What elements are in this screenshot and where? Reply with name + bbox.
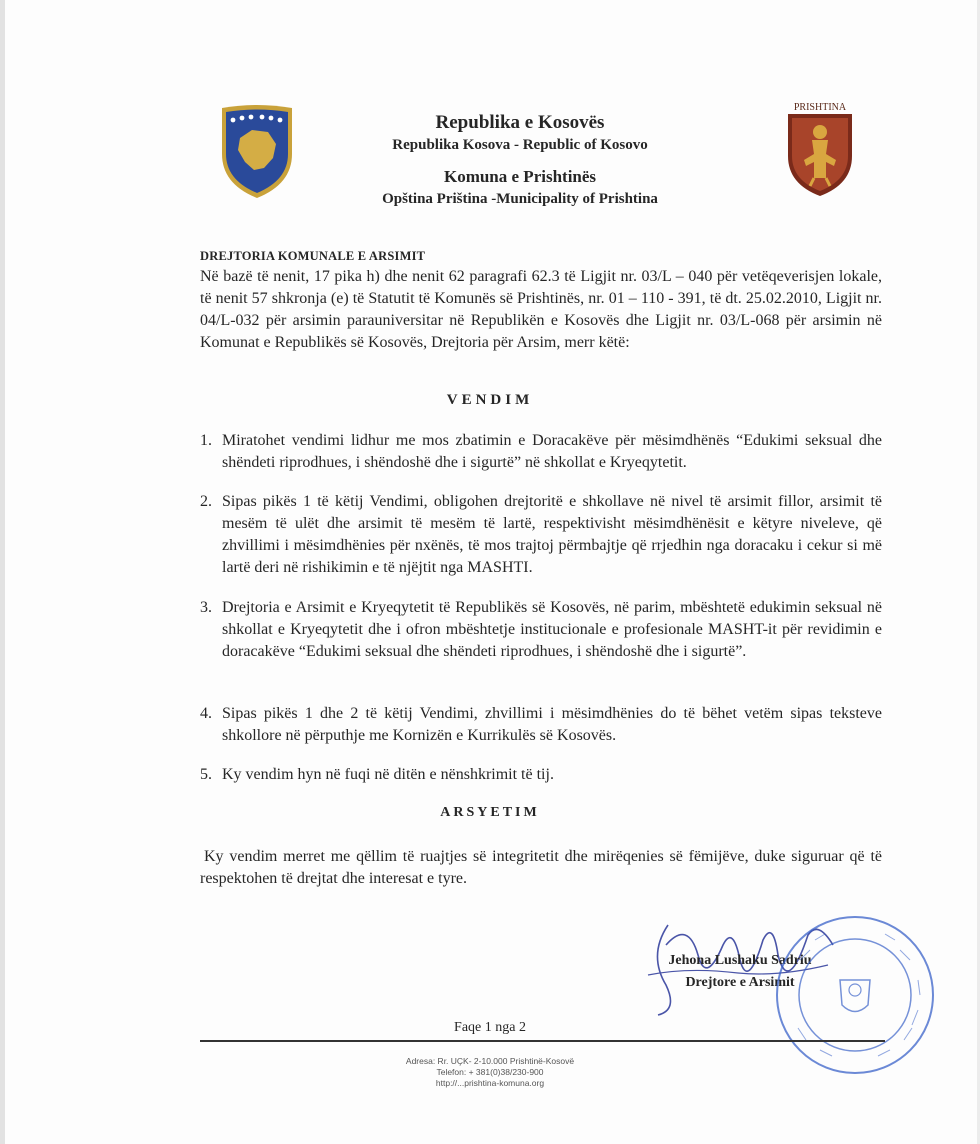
header-text bbox=[360, 112, 680, 210]
footer-website: http://...prishtina-komuna.org bbox=[435, 1078, 545, 1088]
kosovo-coat-of-arms-icon bbox=[218, 102, 296, 200]
item-text: Sipas pikës 1 të këtij Vendimi, obligohen drejtoritë e shkollave në nivel të arsimit fillor, arsimit të mesëm të ulët dhe arsimit të mesëm të lartë, respektivisht mësimdhënësit e këtyre niveleve, që zhvillimi i mësimdhënies për nxënës, të mos trajtoj përmbajtje që rrjedhin nga doracaku i cekur si më lartë deri në rishikimin e të njëjtit nga MASHTI. bbox=[222, 493, 882, 576]
header-republic-translations: Republika Kosova - Republic of Kosovo bbox=[392, 137, 648, 153]
prishtina-label: PRISHTINA bbox=[793, 102, 847, 113]
item-number: 2. bbox=[200, 493, 212, 510]
intro-paragraph: Në bazë të nenit, 17 pika h) dhe nenit 62 paragrafi 62.3 të Ligjit nr. 03/L – 040 për vetëqeverisjen lokale, të nenit 57 shkronja (e) të Statutit të Komunës së Prishtinës, nr. 01 – 110 - 391, të dt. 25.02.2010, Ligjit nr. 04/L-032 për arsimin parauniversitar në Republikën e Kosovës dhe Ligjit nr. 03/L-068 për arsimin në Komunat e Republikës së Kosovës, Drejtoria për Arsim, merr këtë: bbox=[200, 268, 882, 351]
footer-address: Adresa: Rr. UÇK- 2-10.000 Prishtinë-Kosovë bbox=[405, 1056, 575, 1066]
item-text: Miratohet vendimi lidhur me mos zbatimin e Doracakëve për mësimdhënës “Edukimi seksual dhe shëndeti riprodhues, i shëndoshë dhe i sigurtë” në shkollat e Kryeqytetit. bbox=[222, 432, 882, 471]
signatory-name: Jehona Lushaku Sadriu bbox=[668, 953, 812, 968]
header-municipality-translations: Opština Priština -Municipality of Prishtina bbox=[382, 191, 658, 207]
department-heading: DREJTORIA KOMUNALE E ARSIMIT bbox=[200, 249, 426, 263]
footer-contact bbox=[0, 1056, 980, 1089]
scan-edge-left bbox=[0, 0, 5, 1144]
item-number: 4. bbox=[200, 705, 212, 722]
header-republic: Republika e Kosovës bbox=[435, 112, 605, 133]
footer-divider bbox=[200, 1040, 885, 1042]
arsyetim-heading: ARSYETIM bbox=[440, 805, 540, 820]
decision-item-3 bbox=[200, 597, 882, 663]
item-text: Ky vendim hyn në fuqi në ditën e nënshkrimit të tij. bbox=[222, 766, 554, 783]
page-number: Faqe 1 nga 2 bbox=[454, 1020, 526, 1035]
decision-item-2 bbox=[200, 491, 882, 579]
item-number: 5. bbox=[200, 766, 212, 783]
vendim-heading: VENDIM bbox=[446, 392, 534, 408]
item-text: Drejtoria e Arsimit e Kryeqytetit të Republikës së Kosovës, në parim, mbështetë edukimin seksual në shkollat e Kryeqytetit dhe i ofron mbështetje institucionale e profesionale MASHT-it për revidimin e doracakëve “Edukimi seksual dhe shëndeti riprodhues, i shëndoshë dhe i sigurtë”. bbox=[222, 599, 882, 660]
footer-phone: Telefon: + 381(0)38/230-900 bbox=[436, 1067, 544, 1077]
decision-item-4 bbox=[200, 703, 882, 747]
item-number: 3. bbox=[200, 599, 212, 616]
decision-item-5 bbox=[200, 764, 882, 786]
item-text: Sipas pikës 1 dhe 2 të këtij Vendimi, zhvillimi i mësimdhënies do të bëhet vetëm sipas teksteve shkollore në përputhje me Kornizën e Kurrikulës së Kosovës. bbox=[222, 705, 882, 744]
reasoning-paragraph: Ky vendim merret me qëllim të ruajtjes së integritetit dhe mirëqenies së fëmijëve, duke siguruar që të respektohen të drejtat dhe interesat e tyre. bbox=[200, 848, 882, 887]
prishtina-coat-of-arms-icon bbox=[780, 100, 860, 198]
official-stamp-icon bbox=[770, 910, 940, 1080]
signatory-title: Drejtore e Arsimit bbox=[685, 975, 795, 990]
decision-item-1 bbox=[200, 430, 882, 474]
header-municipality: Komuna e Prishtinës bbox=[443, 167, 597, 186]
item-number: 1. bbox=[200, 432, 212, 449]
